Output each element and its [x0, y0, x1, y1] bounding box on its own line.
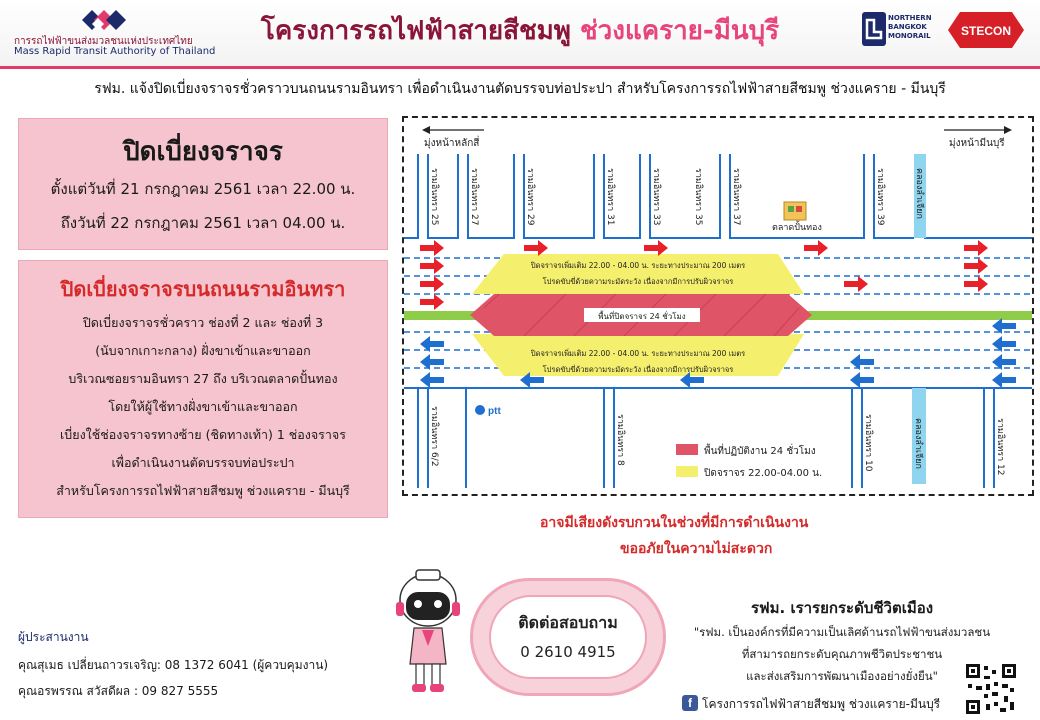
nbm-logo-icon [862, 12, 886, 46]
nbm-logo-text: NORTHERN BANGKOK MONORAIL [888, 14, 932, 40]
facebook-page-link[interactable]: โครงการรถไฟฟ้าสายสีชมพู ช่วงแคราย-มีนบุรี [702, 697, 941, 711]
contact-badge [470, 578, 666, 696]
top-side-streets [404, 154, 1032, 238]
closure-bottom-line2: โปรดขับขี่ด้วยความระมัดระวัง เนื่องจากมีการปรับผิวจราจร [542, 365, 734, 374]
soi-label: รามอินทรา 31 [605, 168, 615, 226]
yellow-zone-top [472, 254, 804, 294]
soi-label: รามอินทรา 29 [525, 168, 535, 226]
traffic-diagram [402, 116, 1034, 496]
closure-top-line1: ปิดจราจรเพิ่มเติม 22.00 - 04.00 น. ระยะทางประมาณ 200 เมตร [530, 261, 746, 270]
title-segment: ช่วงแคราย-มีนบุรี [580, 16, 780, 46]
contact-badge-inner [489, 595, 647, 679]
apology-note: ขออภัยในความไม่สะดวก [620, 541, 773, 557]
slogan-line: ที่สามารถยกระดับคุณภาพชีวิตประชาชน [741, 647, 943, 661]
direction-left [422, 126, 484, 149]
closure-top-line2: โปรดขับขี่ด้วยความระมัดระวัง เนื่องจากมีการปรับผิวจราจร [542, 277, 734, 286]
legend-yellow-label: ปิดจราจร 22.00-04.00 น. [704, 468, 823, 479]
closure-detail-line: บริเวณซอยรามอินทรา 27 ถึง บริเวณตลาดปั้นทอง [68, 371, 338, 386]
soi-label: รามอินทรา 10 [863, 414, 873, 472]
slogan-line: "รฟม. เป็นองค์กรที่มีความเป็นเลิศด้านรถไฟฟ้าขนส่งมวลชน [693, 625, 991, 639]
contact-phone[interactable]: 0 2610 4915 [520, 643, 616, 661]
soi-label: รามอินทรา 33 [651, 168, 661, 226]
traffic-diagram-svg [404, 118, 1032, 494]
soi-label: รามอินทรา 35 [693, 168, 703, 226]
soi-label: รามอินทรา 12 [995, 418, 1005, 476]
soi-label: คลองลำเจียก [914, 168, 924, 219]
closure-detail-line: เพื่อดำเนินงานตัดบรรจบท่อประปา [111, 455, 295, 470]
soi-label: รามอินทรา 39 [875, 168, 885, 226]
closure-detail-line: โดยให้ผู้ใช้ทางฝั่งขาเข้าและขาออก [108, 399, 298, 414]
coordinator-heading: ผู้ประสานงาน [18, 630, 89, 644]
slogan-line: และส่งเสริมการพัฒนาเมืองอย่างยั่งยืน" [746, 669, 938, 683]
qr-code-icon[interactable] [964, 662, 1018, 716]
legend-red-swatch [676, 444, 698, 455]
closure-detail-line: (นับจากเกาะกลาง) ฝั่งขาเข้าและขาออก [95, 343, 311, 358]
stecon-text: STECON [960, 24, 1012, 38]
closure-detail-line: สำหรับโครงการรถไฟฟ้าสายสีชมพู ช่วงแคราย - มีนบุรี [56, 483, 350, 498]
legend-yellow-swatch [676, 466, 698, 477]
title-project: โครงการรถไฟฟ้าสายสีชมพู [260, 16, 571, 46]
closure-bottom-line1: ปิดจราจรเพิ่มเติม 22.00 - 04.00 น. ระยะทางประมาณ 200 เมตร [530, 349, 746, 358]
market-icon [784, 202, 806, 220]
org-name-thai: การรถไฟฟ้าขนส่งมวลชนแห่งประเทศไทย [14, 36, 193, 47]
legend-red-label: พื้นที่ปฏิบัติงาน 24 ชั่วโมง [704, 446, 816, 457]
closure-detail-line: เบี่ยงใช้ช่องจราจรทางซ้าย (ชิดทางเท้า) 1 ช่องจราจร [60, 427, 346, 442]
soi-label: รามอินทรา 37 [731, 168, 741, 226]
facebook-icon[interactable]: f [682, 695, 698, 711]
closure-details-title: ปิดเบี่ยงจราจรบนถนนรามอินทรา [60, 277, 346, 301]
schedule-start: ตั้งแต่วันที่ 21 กรกฎาคม 2561 เวลา 22.00 น. [50, 180, 356, 198]
noise-warning: อาจมีเสียงดังรบกวนในช่วงที่มีการดำเนินงาน [540, 515, 809, 531]
closure-details-box [18, 260, 388, 518]
schedule-end: ถึงวันที่ 22 กรกฎาคม 2561 เวลา 04.00 น. [60, 214, 346, 232]
direction-right [944, 126, 1012, 149]
coordinator-contact-1: คุณสุเมธ เปลี่ยนถาวรเจริญ: 08 1372 6041 (ผู้ควบคุมงาน) [18, 658, 329, 672]
announcement-subtitle: รฟม. แจ้งปิดเบี่ยงจราจรชั่วคราวบนถนนรามอินทรา เพื่อดำเนินงานตัดบรรจบท่อประปา สำหรับโครงการรถไฟฟ้าสายสีชมพู ช่วงแคราย - มีนบุรี [94, 81, 946, 97]
coordinator-contact-2: คุณอรพรรณ สวัสดีผล : 09 827 5555 [18, 684, 219, 698]
slogan-title: รฟม. เรารยกระดับชีวิตเมือง [750, 599, 934, 617]
closure-center-label: พื้นที่ปิดจราจร 24 ชั่วโมง [598, 312, 686, 321]
schedule-box [18, 118, 388, 250]
soi-label: รามอินทรา 6/2 [429, 406, 439, 467]
soi-label: คลองลำเจียก [913, 418, 923, 469]
diagram-legend [676, 443, 822, 479]
soi-label: รามอินทรา 8 [615, 414, 625, 466]
soi-label: รามอินทรา 27 [469, 168, 479, 226]
soi-label: รามอินทรา 25 [429, 168, 439, 226]
org-name-english: Mass Rapid Transit Authority of Thailand [14, 46, 216, 57]
ptt-logo [475, 405, 501, 417]
closure-detail-line: ปิดเบี่ยงจราจรชั่วคราว ช่องที่ 2 และ ช่องที่ 3 [82, 315, 324, 330]
direction-left-label: มุ่งหน้าหลักสี่ [424, 138, 480, 149]
schedule-title: ปิดเบี่ยงจราจร [123, 137, 283, 167]
market-label: ตลาดปั้นทอง [772, 223, 822, 233]
contact-label: ติดต่อสอบถาม [518, 613, 618, 632]
direction-right-label: มุ่งหน้ามีนบุรี [949, 138, 1005, 149]
ptt-label: ptt [488, 406, 501, 417]
mascot-illustration [388, 568, 468, 698]
page-header [0, 0, 1040, 69]
stecon-logo [946, 10, 1026, 50]
